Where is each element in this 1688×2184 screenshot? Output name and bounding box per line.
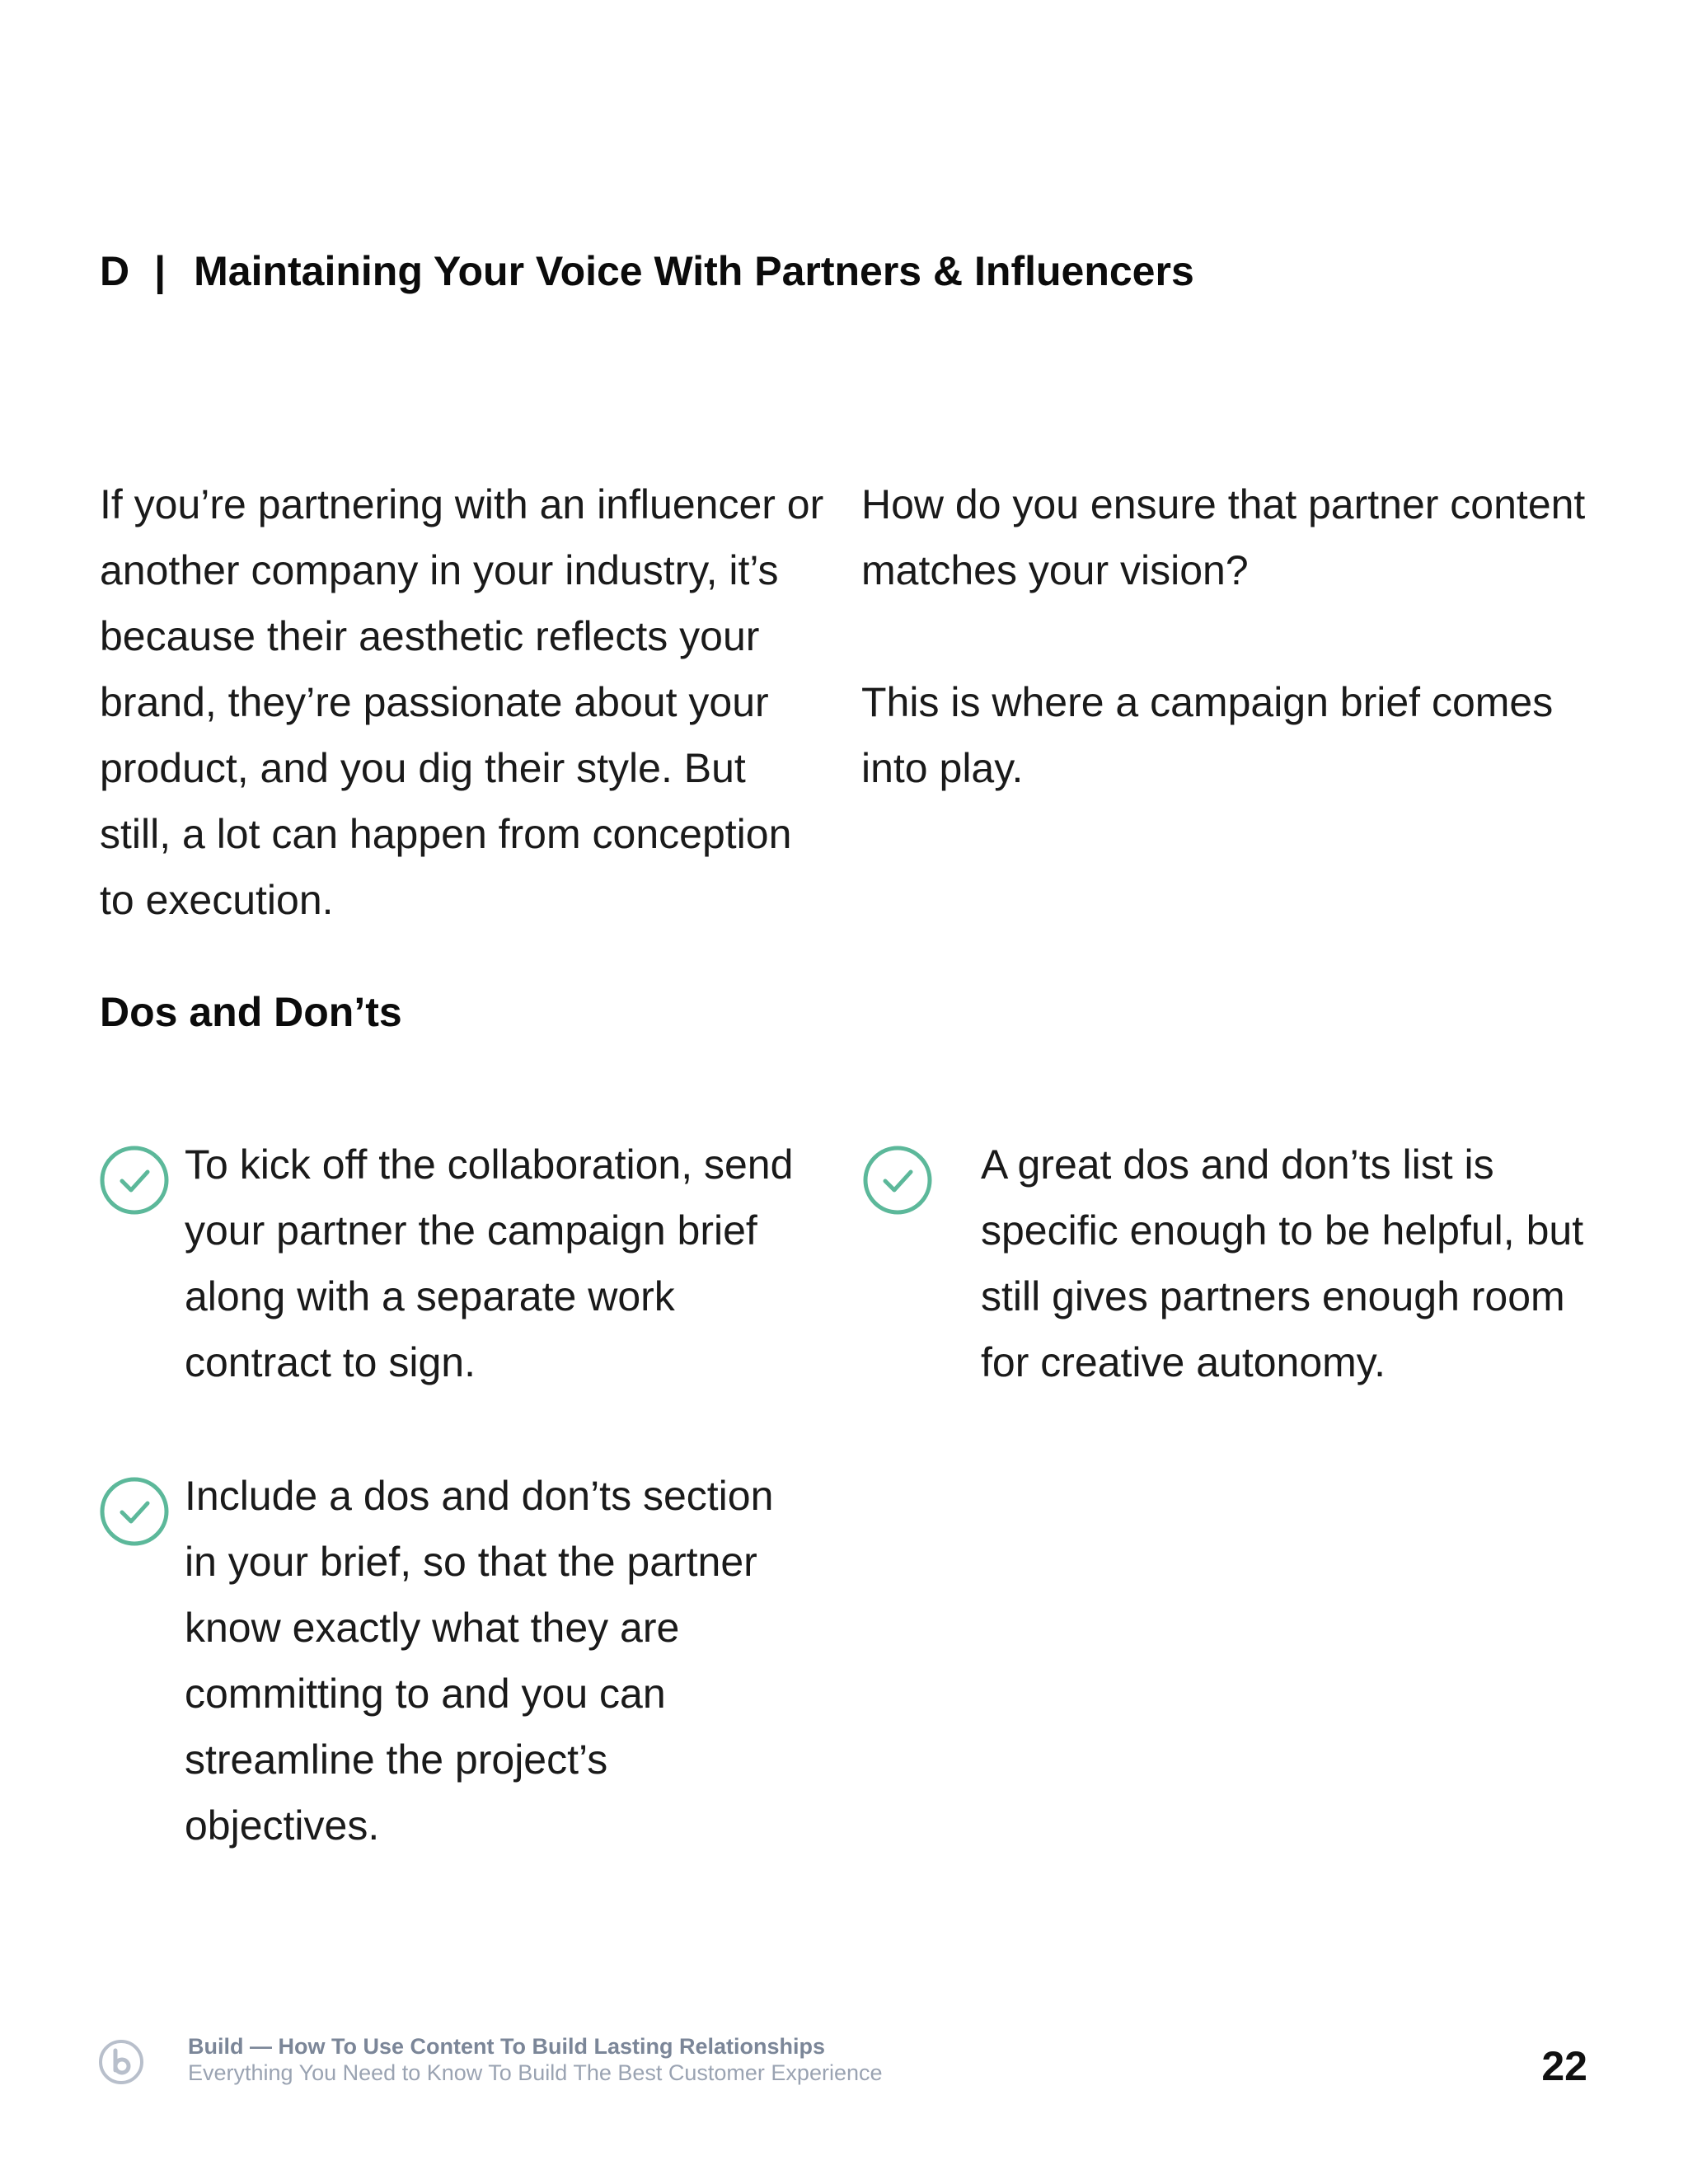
intro-paragraph-left: If you’re partnering with an influencer or another company in your industry, it’s because their aesthetic reflects your brand, they’re passionate about your product, and you dig their style. But still, a lot can happen from conception to execution.: [100, 481, 824, 923]
intro-paragraph-right-answer: This is where a campaign brief comes into play.: [861, 679, 1554, 791]
page-number: 22: [1541, 2043, 1587, 2089]
intro-paragraph-right-question: How do you ensure that partner content matches your vision?: [861, 481, 1586, 593]
check-circle-icon: [100, 1477, 169, 1546]
check-circle-icon: [100, 1146, 169, 1215]
dos-item-kickoff: To kick off the collaboration, send your partner the campaign brief along with a separate work contract to sign.: [185, 1141, 794, 1385]
check-circle-icon: [863, 1146, 932, 1215]
dos-and-donts-heading: Dos and Don’ts: [100, 989, 402, 1035]
dos-item-specific-list: A great dos and don’ts list is specific enough to be helpful, but still gives partners enough room for creative autonomy.: [981, 1141, 1584, 1385]
section-letter: D: [100, 248, 130, 294]
footer-subtitle: Everything You Need to Know To Build The Best Customer Experience: [188, 2060, 883, 2085]
footer-title: Build — How To Use Content To Build Lasting Relationships: [188, 2034, 825, 2059]
bitly-logo-icon: [98, 2039, 144, 2085]
dos-item-include-section: Include a dos and don’ts section in your brief, so that the partner know exactly what they are committing to and you can streamline the project’s objectives.: [185, 1473, 774, 1849]
section-header: [100, 247, 1194, 295]
section-separator: |: [154, 248, 166, 294]
section-title: Maintaining Your Voice With Partners & Influencers: [194, 248, 1194, 294]
